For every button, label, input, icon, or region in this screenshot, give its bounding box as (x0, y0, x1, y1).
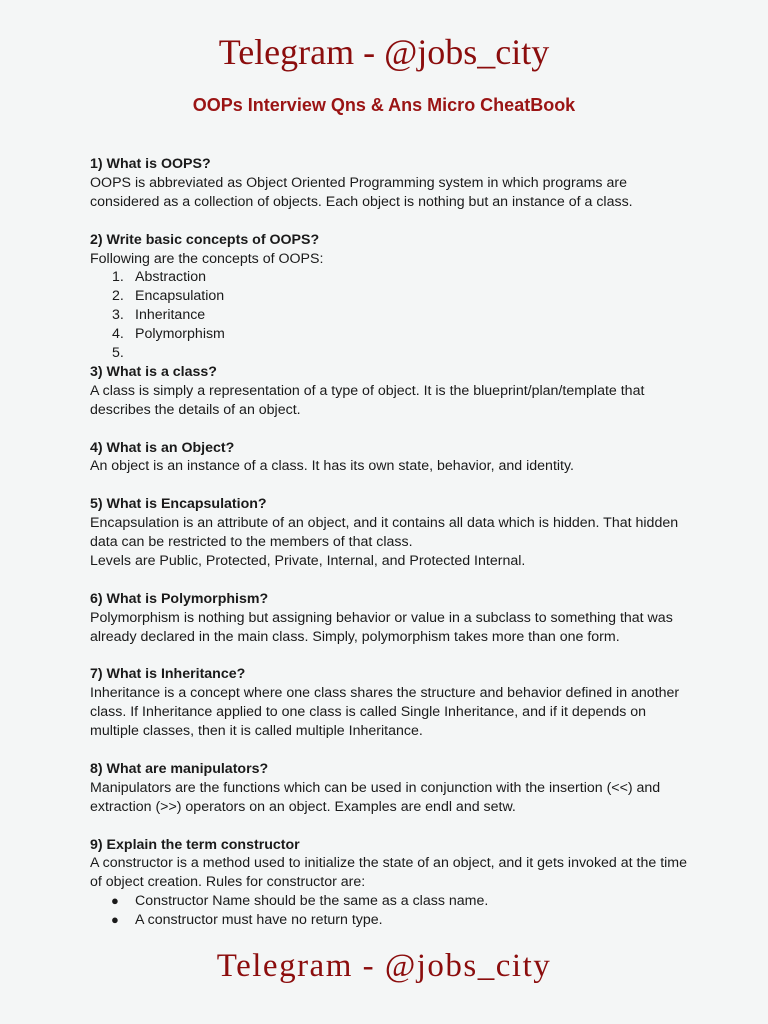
list-item-text: Abstraction (135, 269, 206, 286)
answer-4: An object is an instance of a class. It has its own state, behavior, and identity. (90, 458, 574, 475)
list-item (111, 892, 690, 911)
footer-brand: Telegram - @jobs_city (216, 948, 552, 984)
answer-2: Following are the concepts of OOPS: (90, 250, 324, 267)
list-item-text: Polymorphism (135, 326, 225, 343)
answer-5-levels: Levels are Public, Protected, Private, Internal, and Protected Internal. (90, 552, 526, 569)
qa-item-1 (90, 155, 690, 212)
list-item-number: 4. (112, 326, 124, 343)
qa-item-3 (90, 363, 690, 420)
header-brand: Telegram - @jobs_city (218, 32, 550, 72)
qa-item-9 (90, 836, 690, 931)
question-6: 6) What is Polymorphism? (90, 590, 269, 607)
answer-8: Manipulators are the functions which can be used in conjunction with the insertion (<<) and extraction (>>) operators on an object. Examples are endl and setw. (90, 779, 661, 815)
list-item (112, 306, 690, 325)
qa-item-4 (90, 439, 690, 477)
qa-item-6 (90, 590, 690, 647)
qa-item-8 (90, 760, 690, 817)
list-item-text: Encapsulation (135, 288, 225, 305)
qa-item-7 (90, 665, 690, 741)
bullet-icon: ● (111, 912, 119, 928)
answer-7: Inheritance is a concept where one class shares the structure and behavior defined in another class. If Inheritance applied to one class is called Single Inheritance, and if it depends on multiple classes, then it is called multiple Inheritance. (90, 685, 680, 740)
answer-6: Polymorphism is nothing but assigning behavior or value in a subclass to something that was already declared in the main class. Simply, polymorphism takes more than one form. (90, 609, 673, 645)
list-item (112, 268, 690, 287)
question-3: 3) What is a class? (90, 363, 217, 380)
question-9: 9) Explain the term constructor (90, 836, 300, 853)
list-item-text: Inheritance (135, 307, 206, 324)
list-item (111, 911, 690, 930)
list-item-number: 2. (112, 288, 124, 305)
list-item-text: Constructor Name should be the same as a class name. (135, 893, 489, 910)
question-7: 7) What is Inheritance? (90, 666, 246, 683)
question-5: 5) What is Encapsulation? (90, 496, 267, 513)
constructor-rules-list (90, 892, 690, 930)
page-title: OOPs Interview Qns & Ans Micro CheatBook (192, 95, 576, 115)
qa-item-2 (90, 231, 690, 363)
answer-9: A constructor is a method used to initialize the state of an object, and it gets invoked at the time of object creation. Rules for constructor are: (90, 855, 688, 891)
answer-1: OOPS is abbreviated as Object Oriented Programming system in which programs are considered as a collection of objects. Each object is nothing but an instance of a class. (90, 174, 633, 210)
answer-3: A class is simply a representation of a type of object. It is the blueprint/plan/template that describes the details of an object. (90, 382, 645, 418)
list-item (112, 344, 690, 363)
concepts-list (90, 268, 690, 363)
question-4: 4) What is an Object? (90, 439, 235, 456)
list-item-text: A constructor must have no return type. (135, 912, 383, 929)
answer-5: Encapsulation is an attribute of an object, and it contains all data which is hidden. That hidden data can be restricted to the members of that class. (90, 515, 679, 551)
list-item (112, 325, 690, 344)
list-item-number: 3. (112, 307, 124, 324)
bullet-icon: ● (111, 893, 119, 909)
qa-item-5 (90, 495, 690, 571)
list-item-number: 1. (112, 269, 124, 286)
question-8: 8) What are manipulators? (90, 760, 269, 777)
qa-content (90, 155, 690, 930)
list-item-text (135, 345, 139, 361)
question-2: 2) Write basic concepts of OOPS? (90, 231, 320, 248)
question-1: 1) What is OOPS? (90, 156, 211, 172)
list-item (112, 287, 690, 306)
list-item-number: 5. (112, 345, 124, 362)
